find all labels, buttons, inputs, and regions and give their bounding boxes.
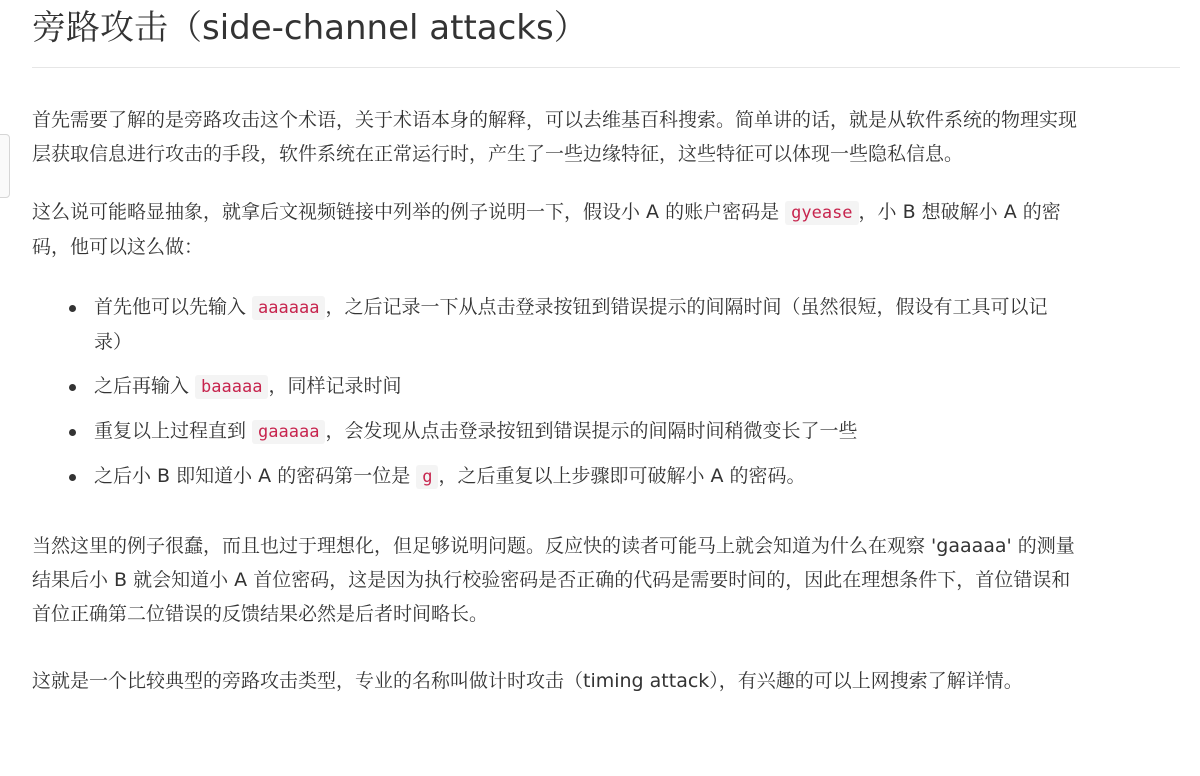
inline-code: aaaaaa bbox=[252, 296, 325, 320]
text: 首先他可以先输入 bbox=[94, 296, 253, 318]
text: ，同样记录时间 bbox=[268, 375, 402, 397]
inline-code: gaaaaa bbox=[252, 420, 325, 444]
steps-list bbox=[32, 290, 1180, 494]
inline-code: baaaaa bbox=[195, 375, 268, 399]
list-item bbox=[32, 369, 1180, 404]
paragraph-intro-line2: 层获取信息进行攻击的手段，软件系统在正常运行时，产生了一些边缘特征，这些特征可以体现一些隐私信息。 bbox=[32, 143, 964, 165]
list-item bbox=[32, 459, 1180, 494]
paragraph-summary: 这就是一个比较典型的旁路攻击类型，专业的名称叫做计时攻击（timing attack），有兴趣的可以上网搜索了解详情。 bbox=[32, 670, 1023, 692]
inline-code: gyease bbox=[785, 201, 858, 225]
paragraph-intro-line1: 首先需要了解的是旁路攻击这个术语，关于术语本身的解释，可以去维基百科搜索。简单讲的话，就是从软件系统的物理实现 bbox=[32, 109, 1078, 131]
inline-code: g bbox=[416, 465, 438, 489]
text: ，小 B 想破解小 A 的密 bbox=[858, 201, 1061, 223]
text: 重复以上过程直到 bbox=[94, 420, 253, 442]
list-item bbox=[32, 290, 1180, 359]
paragraph-example-line1 bbox=[32, 195, 1180, 230]
list-item bbox=[32, 414, 1180, 449]
article bbox=[32, 0, 1180, 698]
paragraph-example-line2: 码，他可以这么做： bbox=[32, 236, 204, 258]
text: ，会发现从点击登录按钮到错误提示的间隔时间稍微变长了一些 bbox=[325, 420, 858, 442]
text: 之后小 B 即知道小 A 的密码第一位是 bbox=[94, 465, 417, 487]
scroll-handle[interactable] bbox=[0, 134, 10, 198]
text: 录） bbox=[94, 331, 133, 353]
paragraph-explanation-line3: 首位正确第二位错误的反馈结果必然是后者时间略长。 bbox=[32, 603, 489, 625]
text: ，之后重复以上步骤即可破解小 A 的密码。 bbox=[438, 465, 806, 487]
text: 这么说可能略显抽象，就拿后文视频链接中列举的例子说明一下，假设小 A 的账户密码是 bbox=[32, 201, 786, 223]
paragraph-explanation-line2: 结果后小 B 就会知道小 A 首位密码，这是因为执行校验密码是否正确的代码是需要时间的，因此在理想条件下，首位错误和 bbox=[32, 569, 1071, 591]
text: ，之后记录一下从点击登录按钮到错误提示的间隔时间（虽然很短，假设有工具可以记 bbox=[325, 296, 1048, 318]
paragraph-explanation-line1: 当然这里的例子很蠢，而且也过于理想化，但足够说明问题。反应快的读者可能马上就会知道为什么在观察 'gaaaaa' 的测量 bbox=[32, 535, 1075, 557]
text: 之后再输入 bbox=[94, 375, 196, 397]
page-title: 旁路攻击（side-channel attacks） bbox=[32, 8, 588, 48]
